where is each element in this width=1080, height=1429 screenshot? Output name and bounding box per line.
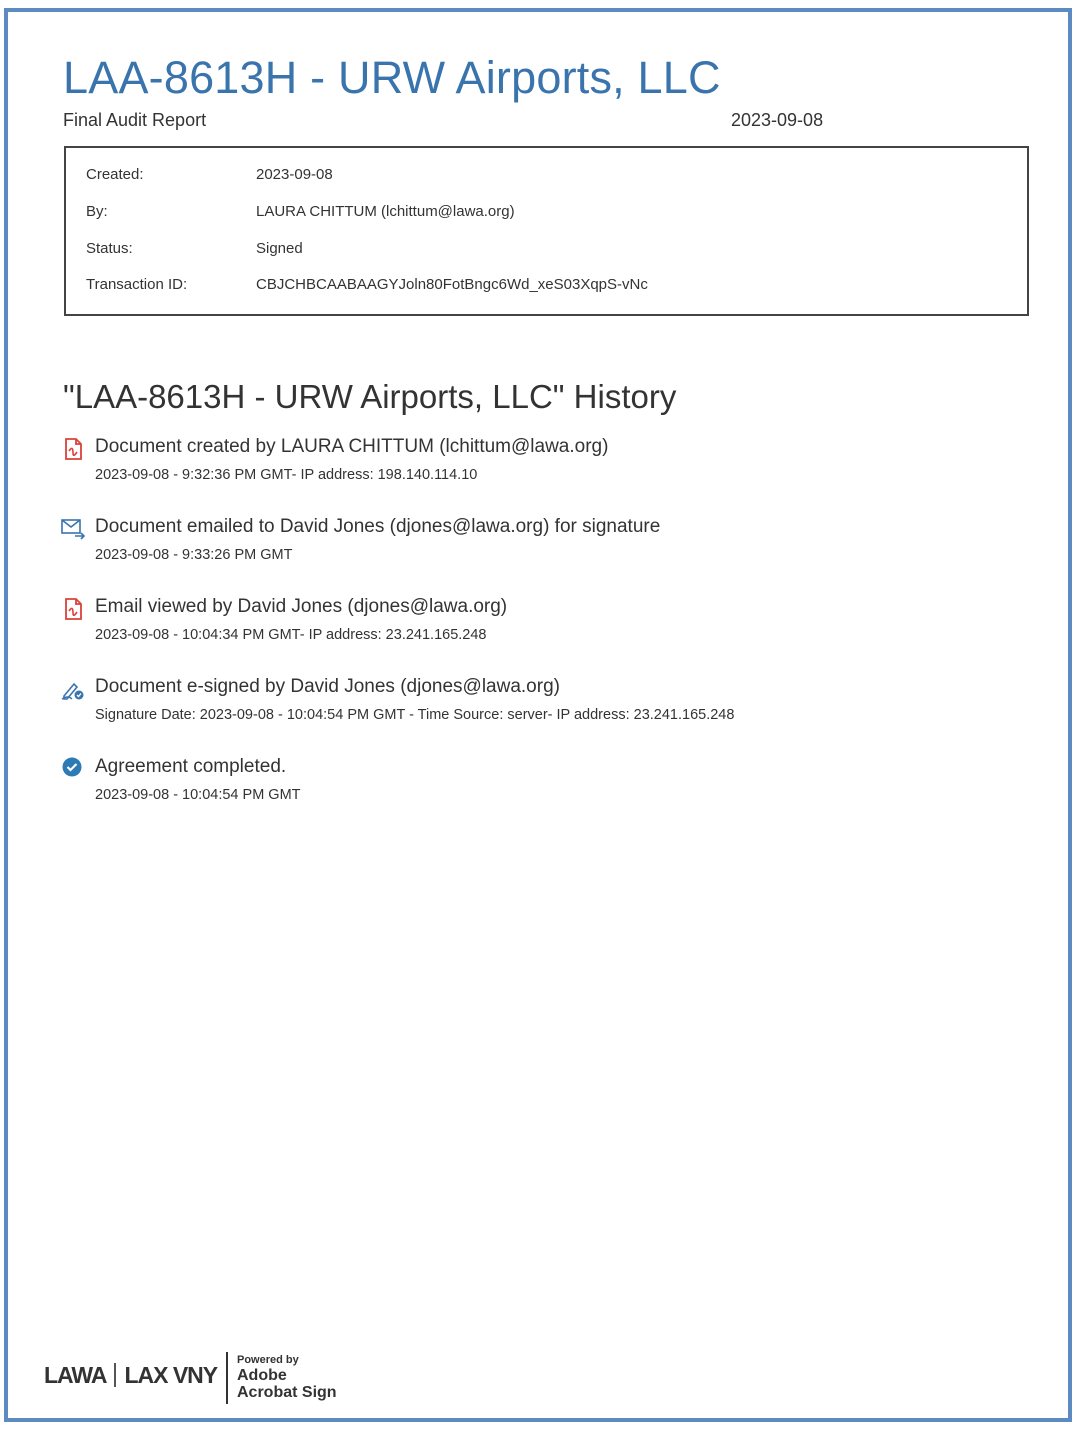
check-circle-icon [60,756,86,782]
summary-value: CBJCHBCAABAAGYJoln80FotBngc6Wd_xeS03XqpS-vNc [256,276,648,293]
adobe-brand-line: Adobe [237,1367,287,1384]
email-sent-icon [60,516,86,542]
summary-label: By: [86,203,108,220]
summary-box [64,146,1029,316]
footer-divider [226,1352,228,1404]
lawa-logo-text: LAWA [44,1362,107,1388]
event-title: Document e-signed by David Jones (djones@lawa.org) [95,676,560,697]
event-detail: 2023-09-08 - 9:33:26 PM GMT [95,547,293,563]
summary-value: LAURA CHITTUM (lchittum@lawa.org) [256,203,515,220]
summary-value: Signed [256,240,303,257]
event-title: Document created by LAURA CHITTUM (lchittum@lawa.org) [95,436,609,457]
event-title: Agreement completed. [95,756,287,777]
event-title: Email viewed by David Jones (djones@lawa.org) [95,596,508,617]
summary-value: 2023-09-08 [256,166,333,183]
summary-label: Status: [86,240,133,257]
summary-label: Created: [86,166,144,183]
event-title: Document emailed to David Jones (djones@lawa.org) for signature [95,516,661,537]
event-detail: 2023-09-08 - 9:32:36 PM GMT- IP address: 198.140.114.10 [95,467,478,483]
event-detail: 2023-09-08 - 10:04:54 PM GMT [95,787,301,803]
document-created-icon [60,436,86,462]
adobe-acrobat-sign-logo [237,1367,337,1401]
event-detail: 2023-09-08 - 10:04:34 PM GMT- IP address: 23.241.165.248 [95,627,487,643]
history-title: "LAA-8613H - URW Airports, LLC" History [63,378,677,415]
report-date: 2023-09-08 [731,110,824,130]
event-detail: Signature Date: 2023-09-08 - 10:04:54 PM GMT - Time Source: server- IP address: 23.241.165.248 [95,707,735,723]
summary-label: Transaction ID: [86,276,188,293]
powered-by-label: Powered by [237,1354,299,1366]
document-title: LAA-8613H - URW Airports, LLC [63,52,721,103]
footer [44,1350,444,1410]
lawa-logo [44,1362,217,1389]
logo-separator [114,1363,116,1387]
e-signature-icon [60,676,86,702]
acrobat-sign-brand-line: Acrobat Sign [237,1384,337,1401]
email-viewed-icon [60,596,86,622]
lax-vny-logo-text: LAX VNY [124,1362,218,1388]
report-subtitle: Final Audit Report [63,110,207,130]
